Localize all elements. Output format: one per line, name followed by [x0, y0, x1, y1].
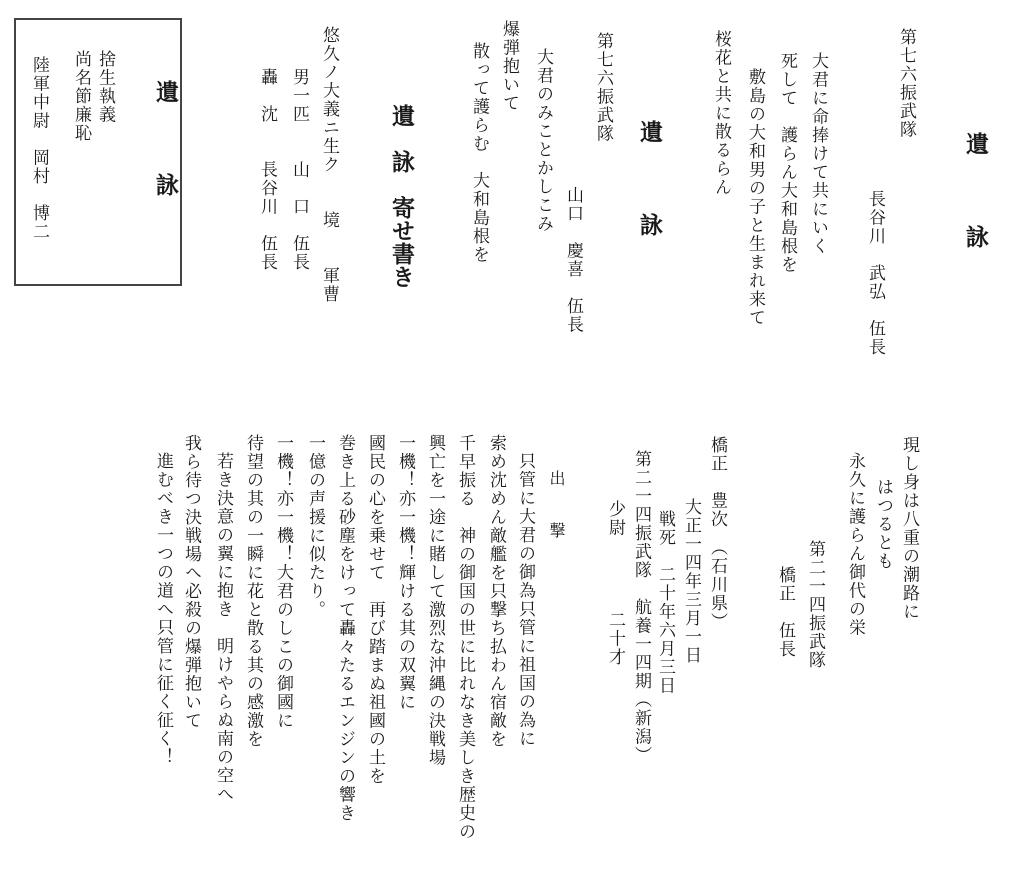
unit-name: 第七六振武隊: [896, 28, 916, 139]
unit-name: 第七六振武隊: [593, 32, 613, 143]
poem-line: はつるとも: [873, 478, 893, 571]
poem-line: 尚名節廉恥: [71, 50, 91, 143]
poem-line: 大君のみことかしこみ: [533, 48, 553, 233]
poem-line: 待望の其の一瞬に花と散る其の感激を: [243, 434, 263, 749]
poem-line: 爆弾抱いて: [499, 20, 519, 113]
poem-line: 巻き上る砂塵をけって轟々たるエンジンの響き: [335, 434, 355, 823]
bio-name: 橋正 豊次 （石川県）: [707, 436, 727, 631]
author-name: 橋正 伍長: [775, 566, 795, 659]
poem-line: 敷島の大和男の子と生まれ来て: [745, 68, 765, 327]
poem-line: 死して 護らん大和島根を: [777, 52, 797, 274]
poem-line: 一機！亦一機！大君のしこの御國に: [273, 434, 293, 730]
section-title: 遺 詠: [962, 132, 989, 256]
section-title: 出 撃: [547, 470, 566, 548]
author-name: 山口 慶喜 伍長: [563, 186, 583, 334]
bio-unit: 第二一四振武隊 航養一四期（新潟）: [631, 450, 651, 765]
poem-line: 若き決意の翼に抱き 明けやらぬ南の空へ: [213, 452, 233, 804]
poem-line: 興亡を一途に賭して激烈な沖縄の決戦場: [425, 434, 445, 767]
poem-line: 只管に大君の御為只管に祖国の為に: [515, 452, 535, 748]
bio-rank: 少尉 二十才: [605, 500, 625, 667]
bio-death: 戦死 二十年六月三日: [655, 510, 675, 695]
unit-name: 第二一四振武隊: [805, 540, 825, 670]
poem-line: 進むべき一つの道へ只管に征く征く！: [153, 452, 173, 767]
section-title: 遺 詠: [152, 80, 179, 204]
poem-line: 捨生執義: [95, 50, 115, 124]
section-title: 遺 詠: [636, 120, 663, 244]
section-title: 遺 詠 寄せ書き: [388, 104, 415, 288]
poem-line: 現し身は八重の潮路に: [899, 436, 919, 621]
poem-line: 一億の声援に似たり。: [305, 434, 325, 619]
poem-line: 索め沈めん敵艦を只撃ち払わん宿敵を: [486, 434, 506, 749]
poem-line: 散って護らむ 大和島根を: [469, 42, 489, 264]
poem-line: 我ら待つ決戦場へ必殺の爆弾抱いて: [181, 434, 201, 730]
poem-line: 千早振る 神の御国の世に比れなき美しき歴史の: [455, 434, 475, 841]
poem-line: 一機！亦一機！輝ける其の双翼に: [395, 434, 415, 712]
poem-line: 永久に護らん御代の栄: [845, 452, 865, 637]
message-line: 男一匹 山 口 伍長: [289, 68, 309, 272]
poem-line: 桜花と共に散るらん: [711, 30, 731, 197]
author-name: 陸軍中尉 岡村 博二: [29, 56, 49, 241]
author-name: 長谷川 武弘 伍長: [865, 190, 885, 357]
poem-line: 國民の心を乗せて 再び踏まぬ祖國の土を: [365, 434, 385, 786]
bio-birth: 大正一四年三月一日: [681, 498, 701, 665]
poem-line: 大君に命捧けて共にいく: [808, 52, 828, 256]
message-line: 悠久ノ大義ニ生ク 境 軍曹: [319, 26, 339, 304]
message-line: 轟 沈 長谷川 伍長: [257, 68, 277, 272]
